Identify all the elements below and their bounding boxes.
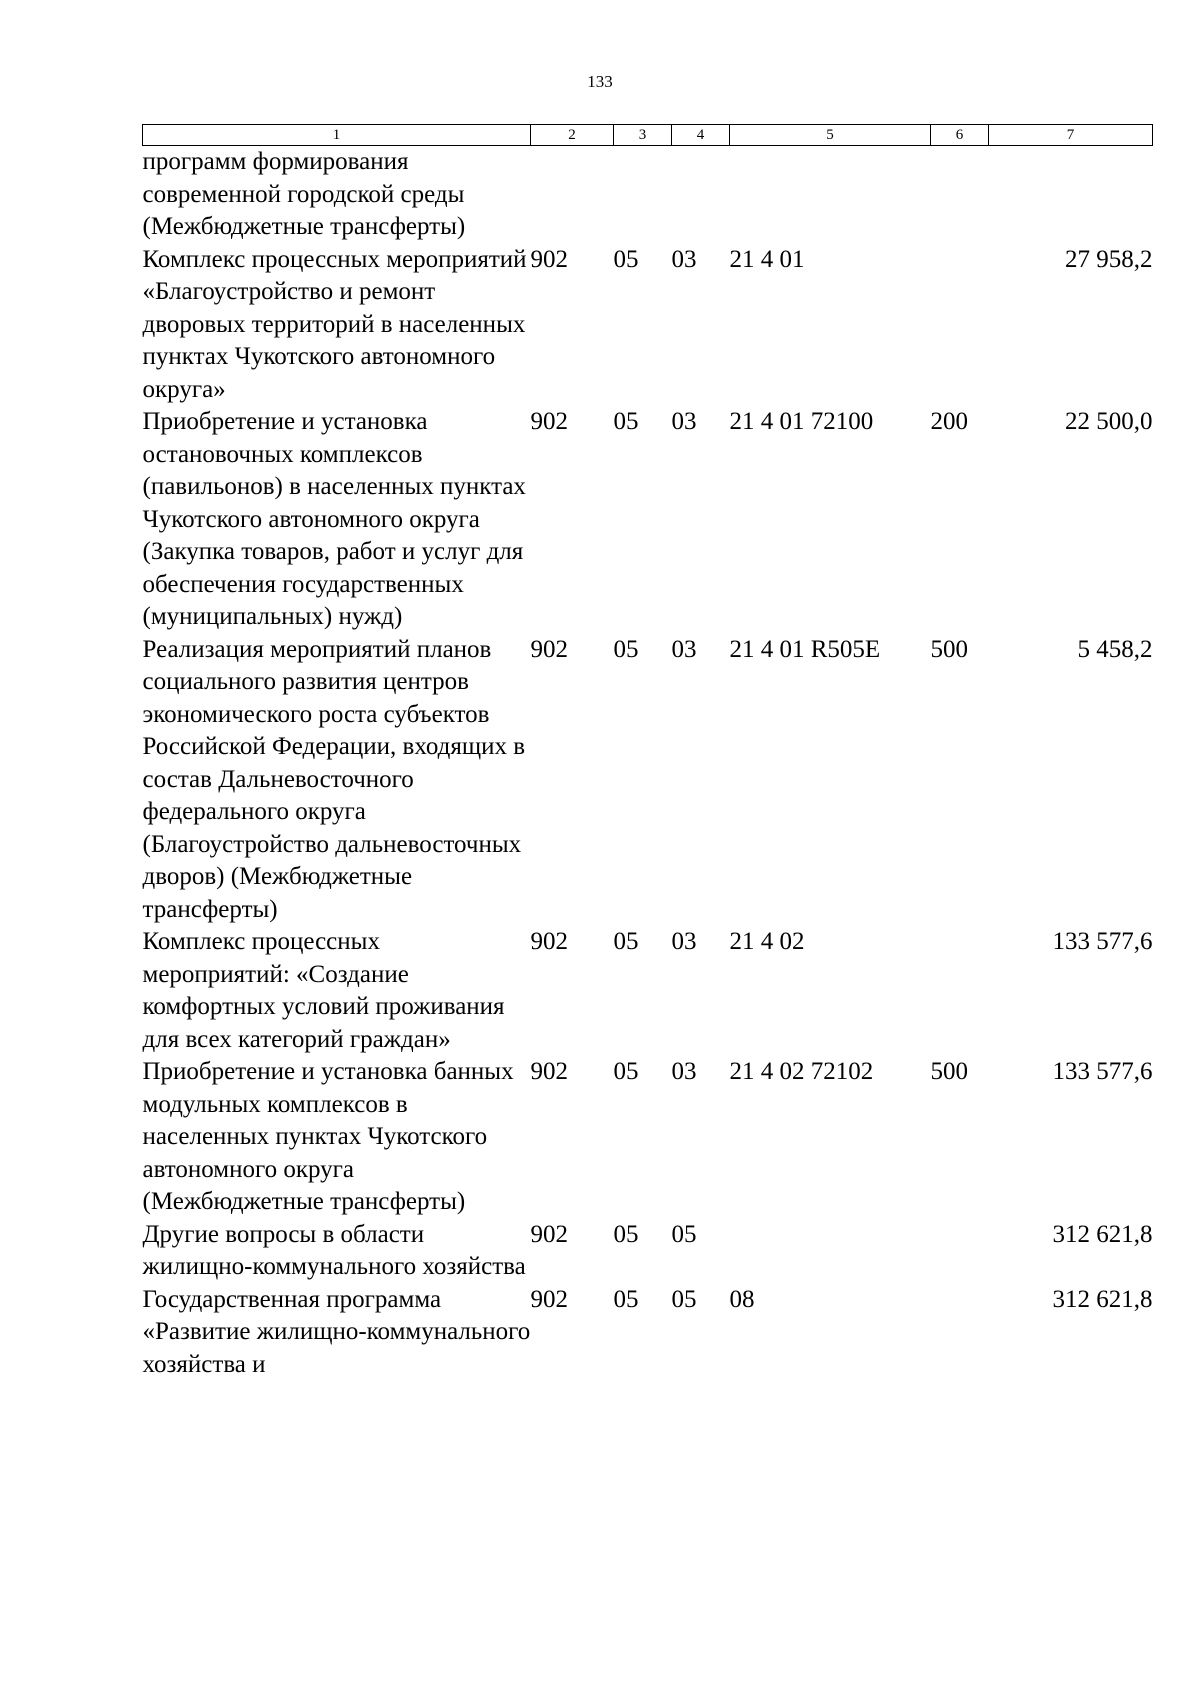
- table-header-row: [143, 125, 1153, 146]
- row-target-article-cell: 21 4 02 72102: [729, 1058, 874, 1085]
- budget-table: [142, 124, 1153, 1381]
- row-target-article-cell: 08: [729, 1285, 755, 1313]
- column-header-5: 5: [730, 125, 931, 146]
- row-expense-type-cell: [931, 244, 989, 407]
- table-row: [143, 146, 1153, 244]
- column-header-7: 7: [989, 125, 1153, 146]
- row-section-code-cell: 05: [613, 1285, 639, 1313]
- row-section-code-cell: 05: [613, 245, 639, 273]
- row-expense-type-cell: [931, 926, 989, 1056]
- row-target-article-cell: [730, 1219, 931, 1284]
- row-name-cell: Комплекс процессных мероприятий: «Создание комфортных условий проживания для всех категорий граждан»: [142, 928, 505, 1053]
- row-section-code-cell: 05: [613, 928, 639, 955]
- table-row: [143, 1219, 1153, 1284]
- row-section-code-cell: 05: [613, 635, 639, 663]
- row-section-code-cell: 05: [613, 1058, 639, 1085]
- row-ministry-code-cell: 902: [530, 928, 568, 955]
- row-subsection-code-cell: 03: [671, 408, 697, 435]
- row-target-article-cell: 21 4 01 R505E: [729, 635, 881, 663]
- column-header-6: 6: [931, 125, 989, 146]
- row-expense-type-cell: 500: [930, 1058, 968, 1085]
- column-header-1: 1: [143, 125, 531, 146]
- row-expense-type-cell: 200: [930, 408, 968, 435]
- row-section-code-cell: [614, 146, 672, 244]
- row-ministry-code-cell: 902: [530, 1058, 568, 1085]
- row-expense-type-cell: [931, 1219, 989, 1284]
- row-target-article-cell: 21 4 01: [729, 245, 805, 273]
- row-name-cell: программ формирования современной городской среды (Межбюджетные трансферты): [142, 148, 466, 240]
- row-name-cell: Комплекс процессных мероприятий «Благоустройство и ремонт дворовых территорий в населенных пунктах Чукотского автономного округа»: [142, 245, 527, 403]
- row-name-cell: Приобретение и установка остановочных комплексов (павильонов) в населенных пунктах Чукотского автономного округа (Закупка товаров, работ и услуг для обеспечения государственных (муниципальных) нужд): [142, 408, 526, 630]
- row-subsection-code-cell: 05: [671, 1220, 697, 1248]
- row-target-article-cell: 21 4 02: [729, 928, 805, 955]
- table-row: [143, 1056, 1153, 1219]
- row-subsection-code-cell: 03: [671, 635, 697, 663]
- row-name-cell: Другие вопросы в области жилищно-коммунального хозяйства: [142, 1220, 526, 1280]
- row-section-code-cell: 05: [613, 408, 639, 435]
- table-row: [143, 244, 1153, 407]
- row-subsection-code-cell: 03: [671, 928, 697, 955]
- row-amount-cell: 133 577,6: [1052, 1058, 1153, 1085]
- row-ministry-code-cell: 902: [530, 1285, 568, 1313]
- row-subsection-code-cell: 03: [671, 245, 697, 273]
- table-row: [143, 406, 1153, 634]
- row-name-cell: Государственная программа «Развитие жилищно-коммунального хозяйства и: [142, 1285, 531, 1378]
- column-header-3: 3: [614, 125, 672, 146]
- table-row: [143, 1284, 1153, 1382]
- row-amount-cell: 312 621,8: [1052, 1285, 1153, 1313]
- row-name-cell: Реализация мероприятий планов социального развития центров экономического роста субъектов Российской Федерации, входящих в состав Дальневосточного федерального округа (Благоустройство дальневосточных дворов) (Межбюджетные трансферты): [142, 635, 526, 923]
- table-row: [143, 634, 1153, 927]
- row-ministry-code-cell: 902: [530, 408, 568, 435]
- row-ministry-code-cell: 902: [530, 1220, 568, 1248]
- row-target-article-cell: 21 4 01 72100: [729, 408, 874, 435]
- row-ministry-code-cell: [531, 146, 614, 244]
- row-amount-cell: 22 500,0: [1065, 408, 1153, 435]
- row-amount-cell: 312 621,8: [1052, 1220, 1153, 1248]
- row-ministry-code-cell: 902: [530, 245, 568, 273]
- row-section-code-cell: 05: [613, 1220, 639, 1248]
- row-subsection-code-cell: [672, 146, 730, 244]
- table-row: [143, 926, 1153, 1056]
- row-subsection-code-cell: 03: [671, 1058, 697, 1085]
- column-header-2: 2: [531, 125, 614, 146]
- row-amount-cell: 5 458,2: [1077, 635, 1153, 663]
- row-expense-type-cell: 500: [930, 635, 968, 663]
- row-subsection-code-cell: 05: [671, 1285, 697, 1313]
- row-amount-cell: [989, 146, 1153, 244]
- row-amount-cell: 133 577,6: [1052, 928, 1153, 955]
- page-number: 133: [587, 72, 613, 91]
- row-target-article-cell: [730, 146, 931, 244]
- row-amount-cell: 27 958,2: [1065, 245, 1153, 273]
- row-ministry-code-cell: 902: [530, 635, 568, 663]
- row-expense-type-cell: [931, 1284, 989, 1382]
- column-header-4: 4: [672, 125, 730, 146]
- row-expense-type-cell: [931, 146, 989, 244]
- row-name-cell: Приобретение и установка банных модульных комплексов в населенных пунктах Чукотского автономного округа (Межбюджетные трансферты): [142, 1058, 514, 1215]
